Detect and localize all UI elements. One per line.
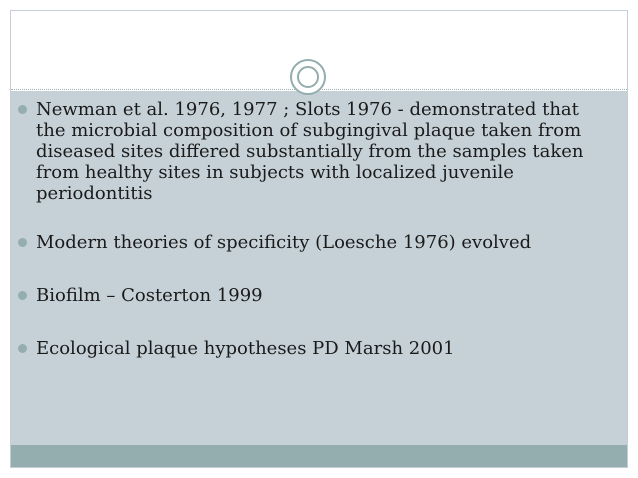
slide-footer-bar: [11, 445, 627, 467]
bullet-dot-icon: [18, 238, 27, 247]
bullet-item: [18, 338, 598, 359]
bullet-text: Modern theories of specificity (Loesche 1976) evolved: [36, 232, 532, 253]
bullet-dot-icon: [18, 105, 27, 114]
bullet-text: Newman et al. 1976, 1977 ; Slots 1976 - demonstrated that the microbial composition of subgingival plaque taken from diseased sites differed substantially from the samples taken from healthy sites in subjects with localized juvenile periodontitis: [36, 99, 584, 204]
bullet-item: [18, 285, 598, 306]
bullet-list: [18, 99, 598, 391]
bullet-dot-icon: [18, 291, 27, 300]
decorative-circle-icon: [290, 59, 326, 95]
bullet-item: [18, 99, 598, 204]
decorative-inner-circle-icon: [297, 66, 319, 88]
bullet-text: Biofilm – Costerton 1999: [36, 285, 263, 306]
bullet-text: Ecological plaque hypotheses PD Marsh 2001: [36, 338, 455, 359]
bullet-item: [18, 232, 598, 253]
bullet-dot-icon: [18, 344, 27, 353]
